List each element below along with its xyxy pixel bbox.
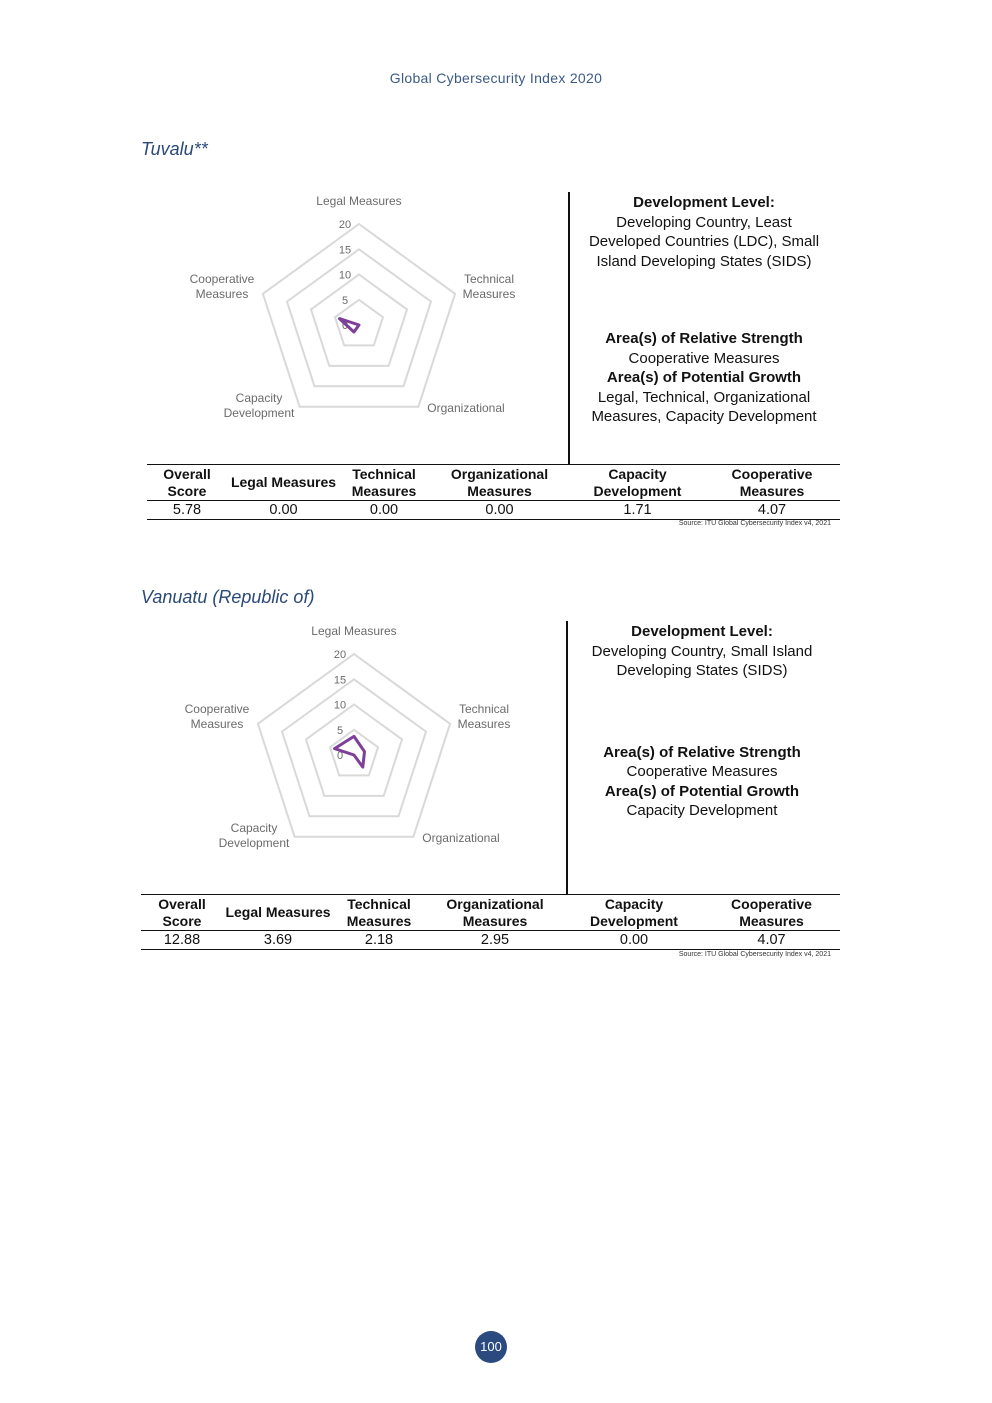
- axis-label-line: Organizational: [422, 831, 500, 845]
- radar-svg-vanuatu: [136, 620, 566, 890]
- axis-label-line: Organizational: [427, 401, 505, 415]
- axis-label-line: Capacity: [235, 391, 283, 405]
- axis-label-line: Legal Measures: [316, 194, 402, 208]
- development-label: Development Level:: [631, 623, 773, 640]
- axis-label-line: Development: [218, 836, 290, 850]
- info-panel-tuvalu: [569, 193, 839, 427]
- header-capacity-development: Capacity Development: [565, 895, 703, 931]
- table-header-row: [141, 895, 840, 931]
- header-overall-score: Overall Score: [147, 465, 227, 501]
- strength-label: Area(s) of Relative Strength: [603, 743, 801, 761]
- value-cooperative-measures: 4.07: [704, 501, 840, 520]
- table-row: [141, 931, 840, 950]
- header-organizational-measures: Organizational Measures: [428, 465, 571, 501]
- page-number-badge: 100: [475, 1331, 507, 1363]
- development-line: Developed Countries (LDC), Small: [588, 233, 820, 250]
- radar-chart-tuvalu: [141, 190, 571, 460]
- axis-label-line: Technical: [458, 702, 510, 716]
- development-line: Developing States (SIDS): [616, 662, 788, 679]
- tick-label: 0: [341, 320, 349, 332]
- axis-label-line: Capacity: [230, 821, 278, 835]
- axis-label: [316, 194, 401, 208]
- value-organizational-measures: 2.95: [425, 931, 565, 950]
- axis-label-line: Cooperative: [189, 272, 255, 286]
- axis-label: [458, 702, 511, 731]
- development-line: Developing Country, Small Island: [591, 642, 813, 660]
- tick-label: 5: [341, 294, 349, 307]
- axis-label-line: Development: [223, 406, 295, 420]
- header-overall-score: Overall Score: [141, 895, 223, 931]
- strength-line: Cooperative Measures: [626, 763, 778, 780]
- axis-label-line: Measures: [462, 287, 516, 301]
- strength-label: Area(s) of Relative Strength: [605, 330, 803, 347]
- score-table-vanuatu: [141, 894, 840, 950]
- value-legal-measures: 0.00: [227, 501, 340, 520]
- header-capacity-development: Capacity Development: [571, 465, 704, 501]
- strength-line: Cooperative Measures: [628, 349, 780, 367]
- country-title-tuvalu: Tuvalu**: [141, 139, 208, 159]
- value-technical-measures: 2.18: [333, 931, 425, 950]
- axis-label: [224, 391, 295, 420]
- country-title-vanuatu: Vanuatu (Republic of): [141, 587, 315, 607]
- tick-label: 20: [338, 219, 352, 231]
- radar-chart-vanuatu: [136, 620, 566, 890]
- tick-label: 10: [333, 699, 347, 712]
- tick-label: 15: [338, 244, 352, 257]
- axis-label: [185, 702, 250, 731]
- development-label: Development Level:: [633, 194, 775, 211]
- growth-label: Area(s) of Potential Growth: [604, 782, 800, 800]
- axis-label-line: Cooperative: [184, 702, 250, 716]
- axis-label-line: Technical: [463, 272, 515, 286]
- axis-label: [219, 821, 290, 850]
- axis-label-line: Legal Measures: [311, 624, 397, 638]
- value-technical-measures: 0.00: [340, 501, 428, 520]
- header-cooperative-measures: Cooperative Measures: [704, 465, 840, 501]
- value-overall-score: 12.88: [141, 931, 223, 950]
- header-legal-measures: Legal Measures: [227, 465, 340, 501]
- value-cooperative-measures: 4.07: [703, 931, 840, 950]
- axis-label-line: Measures: [195, 287, 249, 301]
- spacer: [567, 681, 837, 743]
- value-overall-score: 5.78: [147, 501, 227, 520]
- value-legal-measures: 3.69: [223, 931, 333, 950]
- growth-line: Legal, Technical, Organizational: [597, 388, 811, 406]
- header-organizational-measures: Organizational Measures: [425, 895, 565, 931]
- page-header: Global Cybersecurity Index 2020: [389, 70, 603, 86]
- info-panel-vanuatu: [567, 622, 837, 821]
- value-capacity-development: 1.71: [571, 501, 704, 520]
- axis-label-line: Measures: [190, 717, 244, 731]
- axis-label: [427, 401, 504, 415]
- source-note: Source: ITU Global Cybersecurity Index v4, 2021: [678, 520, 831, 527]
- axis-label: [190, 272, 255, 301]
- grid-ring: [306, 705, 402, 796]
- development-line: Island Developing States (SIDS): [596, 252, 812, 270]
- axis-label: [463, 272, 516, 301]
- header-technical-measures: Technical Measures: [340, 465, 428, 501]
- growth-line: Capacity Development: [626, 802, 778, 819]
- value-capacity-development: 0.00: [565, 931, 703, 950]
- tick-label: 10: [338, 269, 352, 282]
- tick-label: 5: [336, 724, 344, 737]
- source-note: Source: ITU Global Cybersecurity Index v4, 2021: [678, 951, 831, 958]
- value-organizational-measures: 0.00: [428, 501, 571, 520]
- header-technical-measures: Technical Measures: [333, 895, 425, 931]
- header-legal-measures: Legal Measures: [223, 895, 333, 931]
- score-table-tuvalu: [147, 464, 840, 520]
- spacer: [569, 271, 839, 329]
- development-line: Developing Country, Least: [616, 213, 792, 231]
- growth-line: Measures, Capacity Development: [591, 408, 817, 425]
- axis-label-line: Measures: [457, 717, 511, 731]
- tick-label: 15: [333, 674, 347, 687]
- growth-label: Area(s) of Potential Growth: [606, 369, 802, 386]
- grid-ring: [311, 275, 407, 366]
- axis-label: [422, 831, 499, 845]
- table-header-row: [147, 465, 840, 501]
- table-row: [147, 501, 840, 520]
- radar-svg-tuvalu: [141, 190, 571, 460]
- tick-label: 0: [336, 750, 344, 762]
- header-cooperative-measures: Cooperative Measures: [703, 895, 840, 931]
- tick-label: 20: [333, 649, 347, 661]
- axis-label: [311, 624, 396, 638]
